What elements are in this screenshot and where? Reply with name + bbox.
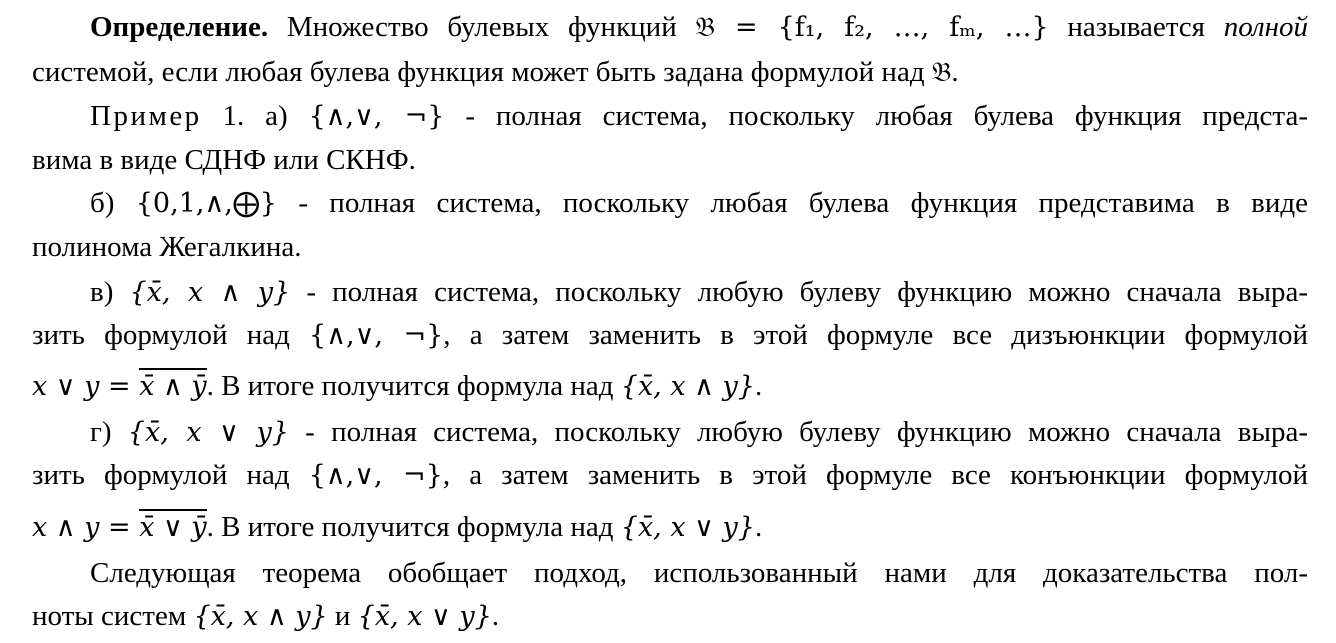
text: Следующая теорема обобщает подход, использованный нами для доказательства пол- (90, 557, 1308, 589)
example-a-line-1 (32, 94, 1308, 138)
math-set: {x̄, x ∧ y} (620, 371, 755, 402)
text: . В итоге получится формула над (206, 370, 621, 402)
text: называется (1048, 11, 1224, 43)
example-label: Пример (90, 100, 202, 132)
math-formula-right: x̄ ∧ ȳ (139, 368, 206, 403)
definition-line-2 (32, 50, 1308, 94)
text: г) (90, 416, 128, 448)
math-formula-left: x ∧ y = (32, 512, 140, 543)
math-set: {x̄, x ∨ y} (127, 417, 289, 448)
text: б) (90, 187, 136, 219)
theorem-intro-line-2 (32, 594, 1308, 638)
math-symbol: 𝔅 (931, 57, 952, 88)
text: - полная система, поскольку любую булеву функцию можно сначала выра- (290, 276, 1308, 308)
text: зить формулой над (32, 459, 309, 491)
text: - полная система, поскольку любая булева функция представима в виде (276, 187, 1308, 219)
text: Множество булевых функций (268, 11, 696, 43)
example-c-line-1 (32, 270, 1308, 314)
math-set: {∧,∨, ¬} (308, 460, 443, 491)
text: ноты систем (32, 600, 194, 632)
math-set: {x̄, x ∧ y} (193, 601, 328, 632)
text: - полная система, поскольку любую булеву функцию можно сначала выра- (288, 416, 1308, 448)
text: - полная система, поскольку любая булева функция предста- (444, 100, 1308, 132)
text: , а затем заменить в этой формуле все дизъюнкции формулой (443, 319, 1308, 351)
example-d-line-3 (32, 505, 1308, 549)
text: полинома Жегалкина. (32, 231, 302, 263)
text: и (327, 600, 358, 632)
math-set: {∧,∨, ¬} (309, 320, 444, 351)
text: , а затем заменить в этой формуле все конъюнкции формулой (442, 459, 1308, 491)
text: . (491, 600, 500, 632)
example-d-line-2 (32, 453, 1308, 497)
math-formula-right: x̄ ∨ ȳ (139, 509, 206, 544)
text: . (754, 370, 763, 402)
math-set: {∧,∨, ¬} (308, 101, 445, 132)
math-formula-left: x ∨ y = (32, 371, 140, 402)
math-set: {x̄, x ∧ y} (129, 277, 291, 308)
theorem-intro-line-1 (32, 551, 1308, 595)
definition-line-1 (32, 5, 1308, 49)
text: в) (90, 276, 130, 308)
text: вима в виде СДНФ или СКНФ. (32, 144, 416, 176)
example-d-line-1 (32, 410, 1308, 454)
text: . В итоге получится формула над (206, 511, 621, 543)
math-set: {x̄, x ∨ y} (357, 601, 492, 632)
math-set-b: 𝔅 = {f₁, f₂, …, fₘ, …} (695, 12, 1049, 43)
text: 1. а) (201, 100, 309, 132)
emphasis: полной (1223, 11, 1309, 43)
text: . (951, 56, 959, 88)
example-c-line-3 (32, 364, 1308, 408)
example-b-line-2 (32, 225, 1308, 269)
example-a-line-2 (32, 138, 1308, 182)
definition-title: Определение. (90, 11, 269, 43)
text: зить формулой над (32, 319, 310, 351)
example-b-line-1 (32, 181, 1308, 225)
example-c-line-2 (32, 313, 1308, 357)
math-set: {x̄, x ∨ y} (620, 512, 755, 543)
text: . (754, 511, 763, 543)
text: системой, если любая булева функция может быть задана формулой над (32, 56, 932, 88)
math-set: {0,1,∧,⨁} (135, 188, 277, 219)
